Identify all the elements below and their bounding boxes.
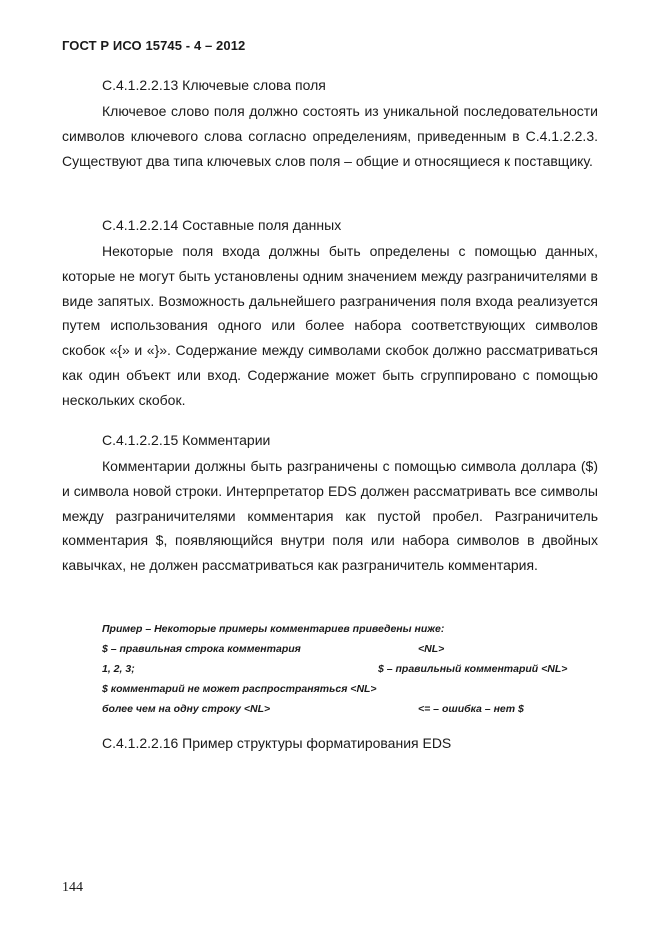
page-number: 144 (62, 880, 83, 895)
example-line-left: $ – правильная строка комментария (102, 643, 301, 655)
section-heading: C.4.1.2.2.16 Пример структуры форматирования EDS (102, 735, 452, 751)
section-paragraph: Комментарии должны быть разграничены с помощью символа доллара ($) и символа новой строки. Интерпретатор EDS должен рассматривать все символы между разграничителями комментария как пустой пробел. Разграничитель комментария $, появляющийся внутри поля или набора символов в двойных кавычках, не должен рассматриваться как разграничитель комментария. (62, 458, 598, 573)
example-line (102, 699, 598, 719)
example-line (102, 659, 598, 679)
example-intro: Пример – Некоторые примеры комментариев приведены ниже: (102, 623, 445, 635)
section-heading: C.4.1.2.2.13 Ключевые слова поля (102, 77, 326, 93)
section-heading: C.4.1.2.2.14 Составные поля данных (102, 217, 342, 233)
example-line-left: более чем на одну строку <NL> (102, 703, 271, 715)
example-line (102, 639, 598, 659)
section-paragraph: Ключевое слово поля должно состоять из уникальной последовательности символов ключевого слова согласно определениям, приведенным в C.4.1.2.2.3. Существуют два типа ключевых слов поля – общие и относящиеся к поставщику. (62, 103, 598, 169)
document-header: ГОСТ Р ИСО 15745 - 4 – 2012 (62, 38, 246, 53)
example-block (102, 619, 598, 719)
example-line-right: <= – ошибка – нет $ (418, 703, 524, 715)
example-line-left: $ комментарий не может распространяться <NL> (102, 683, 377, 695)
section-heading: C.4.1.2.2.15 Комментарии (102, 432, 271, 448)
section-paragraph: Некоторые поля входа должны быть определены с помощью данных, которые не могут быть установлены одним значением между разграничителями в виде запятых. Возможность дальнейшего разграничения поля входа реализуется путем использования одного или более набора соответствующих символов скобок «{» и «}». Содержание между символами скобок должно рассматриваться как один объект или вход. Содержание может быть сгруппировано с помощью нескольких скобок. (62, 243, 598, 408)
example-line-left: 1, 2, 3; (102, 663, 135, 675)
example-line-right: <NL> (418, 643, 445, 655)
example-line (102, 679, 598, 699)
example-line-right: $ – правильный комментарий <NL> (378, 663, 568, 675)
